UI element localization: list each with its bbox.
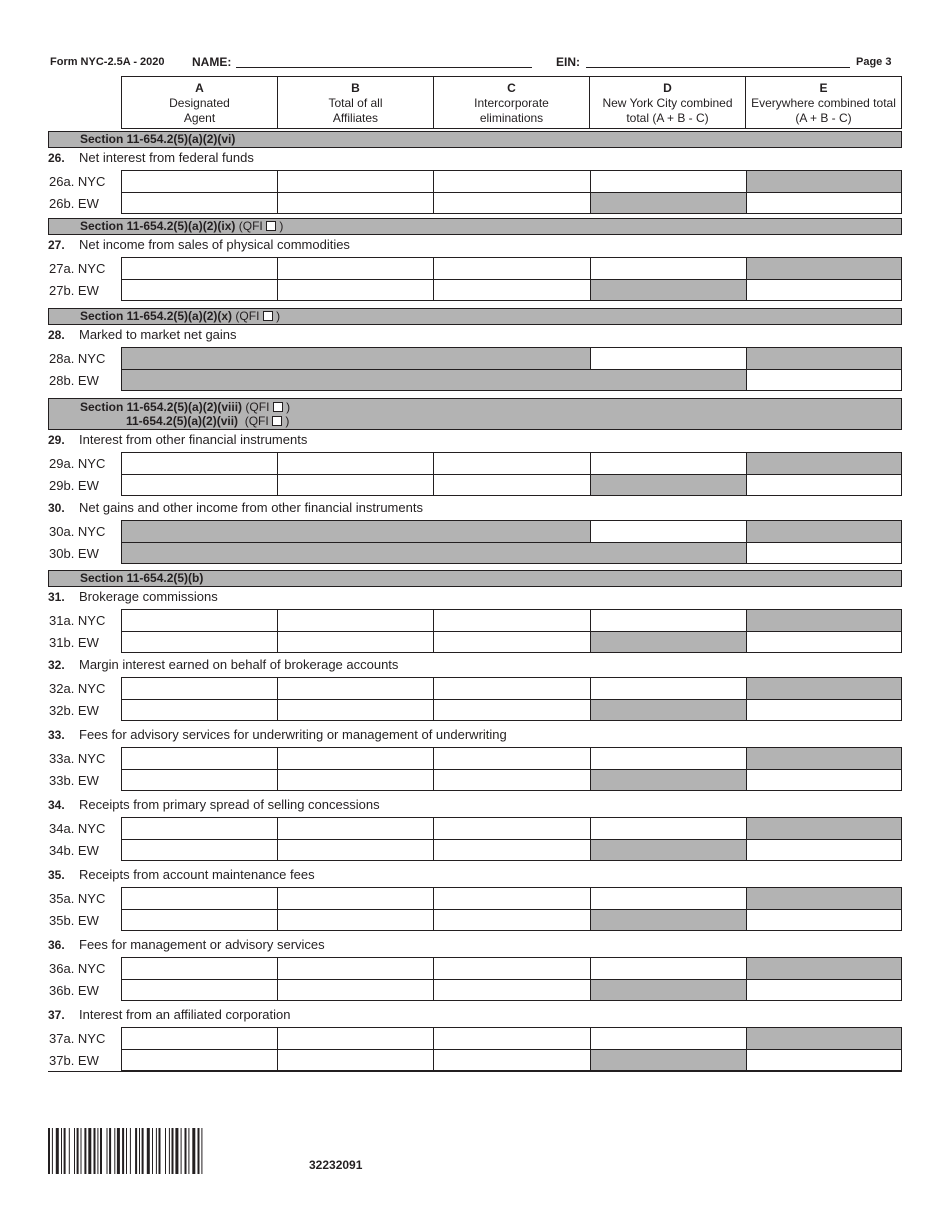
29b-col-e[interactable]	[746, 474, 902, 496]
29b-col-a[interactable]	[121, 474, 277, 496]
27a-col-a[interactable]	[121, 257, 277, 279]
line-36b-row: 36b. EW	[48, 979, 902, 1001]
barcode-bar	[130, 1128, 131, 1174]
26b-col-e[interactable]	[746, 192, 902, 214]
barcode-bar	[152, 1128, 153, 1174]
barcode-bar	[107, 1128, 108, 1174]
barcode-icon	[48, 1128, 246, 1174]
column-c-header: C Intercorporate eliminations	[433, 77, 589, 128]
31a-col-d[interactable]	[590, 609, 746, 631]
34b-col-e[interactable]	[746, 839, 902, 861]
section-header: Section 11-654.2(5)(a)(2)(ix) (QFI )	[48, 218, 902, 235]
33b-col-d	[590, 769, 746, 791]
36b-col-d	[590, 979, 746, 1001]
line-29b-row: 29b. EW	[48, 474, 902, 496]
barcode-bar	[97, 1128, 98, 1174]
27b-col-a[interactable]	[121, 279, 277, 301]
barcode-bar	[69, 1128, 70, 1174]
31b-col-e[interactable]	[746, 631, 902, 653]
32a-col-e	[746, 677, 902, 699]
barcode-bar	[117, 1128, 120, 1174]
form-number: 32232091	[309, 1158, 363, 1172]
line-34: 34. Receipts from primary spread of selling concessions	[48, 797, 380, 812]
36b-col-b[interactable]	[277, 979, 433, 1001]
37b-col-e[interactable]	[746, 1049, 902, 1071]
35b-col-c[interactable]	[433, 909, 589, 931]
30b-col-e[interactable]	[746, 542, 902, 564]
barcode-bar	[77, 1128, 79, 1174]
26b-col-a[interactable]	[121, 192, 277, 214]
28a-col-d[interactable]	[590, 347, 746, 369]
30a-shaded-cols	[121, 520, 590, 542]
26a-col-a[interactable]	[121, 170, 277, 192]
35b-col-d	[590, 909, 746, 931]
barcode-bar	[122, 1128, 124, 1174]
line-37a-row: 37a. NYC	[48, 1027, 902, 1049]
line-34a-row: 34a. NYC	[48, 817, 902, 839]
30b-shaded-cols	[121, 542, 746, 564]
barcode-bar	[147, 1128, 150, 1174]
34a-col-d[interactable]	[590, 817, 746, 839]
26b-col-c[interactable]	[433, 192, 589, 214]
barcode-bar	[56, 1128, 59, 1174]
barcode-bar	[165, 1128, 166, 1174]
34b-col-d	[590, 839, 746, 861]
32b-col-d	[590, 699, 746, 721]
34a-col-a[interactable]	[121, 817, 277, 839]
33b-col-e[interactable]	[746, 769, 902, 791]
line-32a-row: 32a. NYC	[48, 677, 902, 699]
line-30: 30. Net gains and other income from other financial instruments	[48, 500, 423, 515]
line-32b-row: 32b. EW	[48, 699, 902, 721]
qfi-checkbox[interactable]	[272, 416, 282, 426]
column-e-header: E Everywhere combined total (A + B - C)	[745, 77, 901, 128]
35b-col-e[interactable]	[746, 909, 902, 931]
36a-col-e	[746, 957, 902, 979]
34a-col-c[interactable]	[433, 817, 589, 839]
section-header: Section 11-654.2(5)(a)(2)(x) (QFI )	[48, 308, 902, 325]
36a-col-a[interactable]	[121, 957, 277, 979]
line-33: 33. Fees for advisory services for underwriting or management of underwriting	[48, 727, 507, 742]
31a-col-e	[746, 609, 902, 631]
36a-col-b[interactable]	[277, 957, 433, 979]
36a-col-c[interactable]	[433, 957, 589, 979]
line-33b-row: 33b. EW	[48, 769, 902, 791]
barcode-bar	[109, 1128, 111, 1174]
section-header: Section 11-654.2(5)(a)(2)(viii) (QFI ) 11-654.2(5)(a)(2)(vii) (QFI )	[48, 398, 902, 430]
27b-col-b[interactable]	[277, 279, 433, 301]
barcode-bar	[100, 1128, 102, 1174]
form-label: Form NYC-2.5A - 2020	[50, 56, 165, 68]
barcode-bar	[156, 1128, 157, 1174]
line-31a-row: 31a. NYC	[48, 609, 902, 631]
qfi-checkbox[interactable]	[266, 221, 276, 231]
line-32: 32. Margin interest earned on behalf of brokerage accounts	[48, 657, 399, 672]
28b-col-e[interactable]	[746, 369, 902, 391]
31a-col-c[interactable]	[433, 609, 589, 631]
33a-col-a[interactable]	[121, 747, 277, 769]
32b-col-c[interactable]	[433, 699, 589, 721]
barcode-bar	[142, 1128, 144, 1174]
37a-col-d[interactable]	[590, 1027, 746, 1049]
barcode-bar	[84, 1128, 86, 1174]
barcode-bar	[159, 1128, 161, 1174]
barcode-bar	[52, 1128, 53, 1174]
line-34b-row: 34b. EW	[48, 839, 902, 861]
line-28a-row: 28a. NYC	[48, 347, 902, 369]
barcode-bar	[114, 1128, 115, 1174]
27a-col-e	[746, 257, 902, 279]
barcode-bar	[88, 1128, 91, 1174]
line-35a-row: 35a. NYC	[48, 887, 902, 909]
34a-col-b[interactable]	[277, 817, 433, 839]
32a-col-a[interactable]	[121, 677, 277, 699]
barcode-bar	[48, 1128, 50, 1174]
31b-col-a[interactable]	[121, 631, 277, 653]
barcode-bar	[185, 1128, 187, 1174]
27a-col-c[interactable]	[433, 257, 589, 279]
line-29a-row: 29a. NYC	[48, 452, 902, 474]
28b-shaded-cols	[121, 369, 746, 391]
37b-col-d	[590, 1049, 746, 1071]
qfi-checkbox[interactable]	[263, 311, 273, 321]
column-b-header: B Total of all Affiliates	[277, 77, 433, 128]
34a-col-e	[746, 817, 902, 839]
36a-col-d[interactable]	[590, 957, 746, 979]
35b-col-a[interactable]	[121, 909, 277, 931]
27b-col-c[interactable]	[433, 279, 589, 301]
section-header: Section 11-654.2(5)(a)(2)(vi)	[48, 131, 902, 148]
36b-col-e[interactable]	[746, 979, 902, 1001]
line-31: 31. Brokerage commissions	[48, 589, 218, 604]
ein-field[interactable]	[586, 67, 850, 68]
26a-col-b[interactable]	[277, 170, 433, 192]
33a-col-d[interactable]	[590, 747, 746, 769]
barcode-bar	[169, 1128, 170, 1174]
barcode-bar	[198, 1128, 200, 1174]
barcode-bar	[172, 1128, 174, 1174]
column-a-header: A Designated Agent	[169, 81, 230, 125]
32b-col-e[interactable]	[746, 699, 902, 721]
column-headers	[121, 76, 902, 129]
name-field[interactable]	[236, 67, 532, 68]
29a-col-b[interactable]	[277, 452, 433, 474]
line-36: 36. Fees for management or advisory services	[48, 937, 325, 952]
barcode-bar	[175, 1128, 178, 1174]
26a-col-d[interactable]	[590, 170, 746, 192]
table-bottom-rule	[48, 1071, 902, 1072]
barcode-bar	[126, 1128, 127, 1174]
32a-col-c[interactable]	[433, 677, 589, 699]
29b-col-d	[590, 474, 746, 496]
line-26: 26. Net interest from federal funds	[48, 150, 254, 165]
34b-col-b[interactable]	[277, 839, 433, 861]
ein-label: EIN:	[556, 55, 580, 69]
31b-col-b[interactable]	[277, 631, 433, 653]
line-26a-row: 26a. NYC	[48, 170, 902, 192]
26b-col-b[interactable]	[277, 192, 433, 214]
29a-col-e	[746, 452, 902, 474]
35a-col-a[interactable]	[121, 887, 277, 909]
form-body	[48, 131, 902, 1072]
line-36a-row: 36a. NYC	[48, 957, 902, 979]
37a-col-b[interactable]	[277, 1027, 433, 1049]
29b-col-c[interactable]	[433, 474, 589, 496]
line-30a-row: 30a. NYC	[48, 520, 902, 542]
qfi-checkbox[interactable]	[273, 402, 283, 412]
32b-col-a[interactable]	[121, 699, 277, 721]
line-27a-row: 27a. NYC	[48, 257, 902, 279]
line-27: 27. Net income from sales of physical commodities	[48, 237, 350, 252]
30a-col-e	[746, 520, 902, 542]
line-33a-row: 33a. NYC	[48, 747, 902, 769]
26a-col-c[interactable]	[433, 170, 589, 192]
36b-col-c[interactable]	[433, 979, 589, 1001]
35a-col-d[interactable]	[590, 887, 746, 909]
barcode-bar	[74, 1128, 75, 1174]
barcode-bar	[64, 1128, 66, 1174]
35a-col-b[interactable]	[277, 887, 433, 909]
35b-col-b[interactable]	[277, 909, 433, 931]
column-d-header: D New York City combined total (A + B - C)	[589, 77, 745, 128]
37a-col-c[interactable]	[433, 1027, 589, 1049]
33a-col-b[interactable]	[277, 747, 433, 769]
32a-col-d[interactable]	[590, 677, 746, 699]
line-30b-row: 30b. EW	[48, 542, 902, 564]
29a-col-a[interactable]	[121, 452, 277, 474]
line-29: 29. Interest from other financial instruments	[48, 432, 308, 447]
37b-col-a[interactable]	[121, 1049, 277, 1071]
32a-col-b[interactable]	[277, 677, 433, 699]
28a-shaded-cols	[121, 347, 590, 369]
barcode-bar	[61, 1128, 62, 1174]
34b-col-c[interactable]	[433, 839, 589, 861]
37a-col-e	[746, 1027, 902, 1049]
27b-col-e[interactable]	[746, 279, 902, 301]
31a-col-a[interactable]	[121, 609, 277, 631]
line-31b-row: 31b. EW	[48, 631, 902, 653]
33b-col-b[interactable]	[277, 769, 433, 791]
line-37: 37. Interest from an affiliated corporation	[48, 1007, 291, 1022]
30a-col-d[interactable]	[590, 520, 746, 542]
barcode-bar	[201, 1128, 202, 1174]
section-header: Section 11-654.2(5)(b)	[48, 570, 902, 587]
35a-col-e	[746, 887, 902, 909]
27b-col-d	[590, 279, 746, 301]
line-26b-row: 26b. EW	[48, 192, 902, 214]
35a-col-c[interactable]	[433, 887, 589, 909]
33a-col-c[interactable]	[433, 747, 589, 769]
28a-col-e	[746, 347, 902, 369]
37b-col-c[interactable]	[433, 1049, 589, 1071]
29b-col-b[interactable]	[277, 474, 433, 496]
line-28b-row: 28b. EW	[48, 369, 902, 391]
barcode-bar	[135, 1128, 137, 1174]
36b-col-a[interactable]	[121, 979, 277, 1001]
line-37b-row: 37b. EW	[48, 1049, 902, 1071]
29a-col-d[interactable]	[590, 452, 746, 474]
barcode-bar	[192, 1128, 195, 1174]
line-28: 28. Marked to market net gains	[48, 327, 237, 342]
barcode-bar	[94, 1128, 96, 1174]
26a-col-e	[746, 170, 902, 192]
31b-col-c[interactable]	[433, 631, 589, 653]
34b-col-a[interactable]	[121, 839, 277, 861]
37b-col-b[interactable]	[277, 1049, 433, 1071]
29a-col-c[interactable]	[433, 452, 589, 474]
line-35: 35. Receipts from account maintenance fees	[48, 867, 315, 882]
27a-col-b[interactable]	[277, 257, 433, 279]
33a-col-e	[746, 747, 902, 769]
barcode-bar	[181, 1128, 182, 1174]
37a-col-a[interactable]	[121, 1027, 277, 1049]
27a-col-d[interactable]	[590, 257, 746, 279]
31a-col-b[interactable]	[277, 609, 433, 631]
31b-col-d	[590, 631, 746, 653]
barcode-bar	[139, 1128, 140, 1174]
barcode-bar	[81, 1128, 82, 1174]
33b-col-a[interactable]	[121, 769, 277, 791]
page-label: Page 3	[856, 56, 892, 68]
32b-col-b[interactable]	[277, 699, 433, 721]
line-27b-row: 27b. EW	[48, 279, 902, 301]
33b-col-c[interactable]	[433, 769, 589, 791]
name-label: NAME:	[192, 55, 232, 69]
26b-col-d	[590, 192, 746, 214]
barcode-bar	[188, 1128, 189, 1174]
line-35b-row: 35b. EW	[48, 909, 902, 931]
